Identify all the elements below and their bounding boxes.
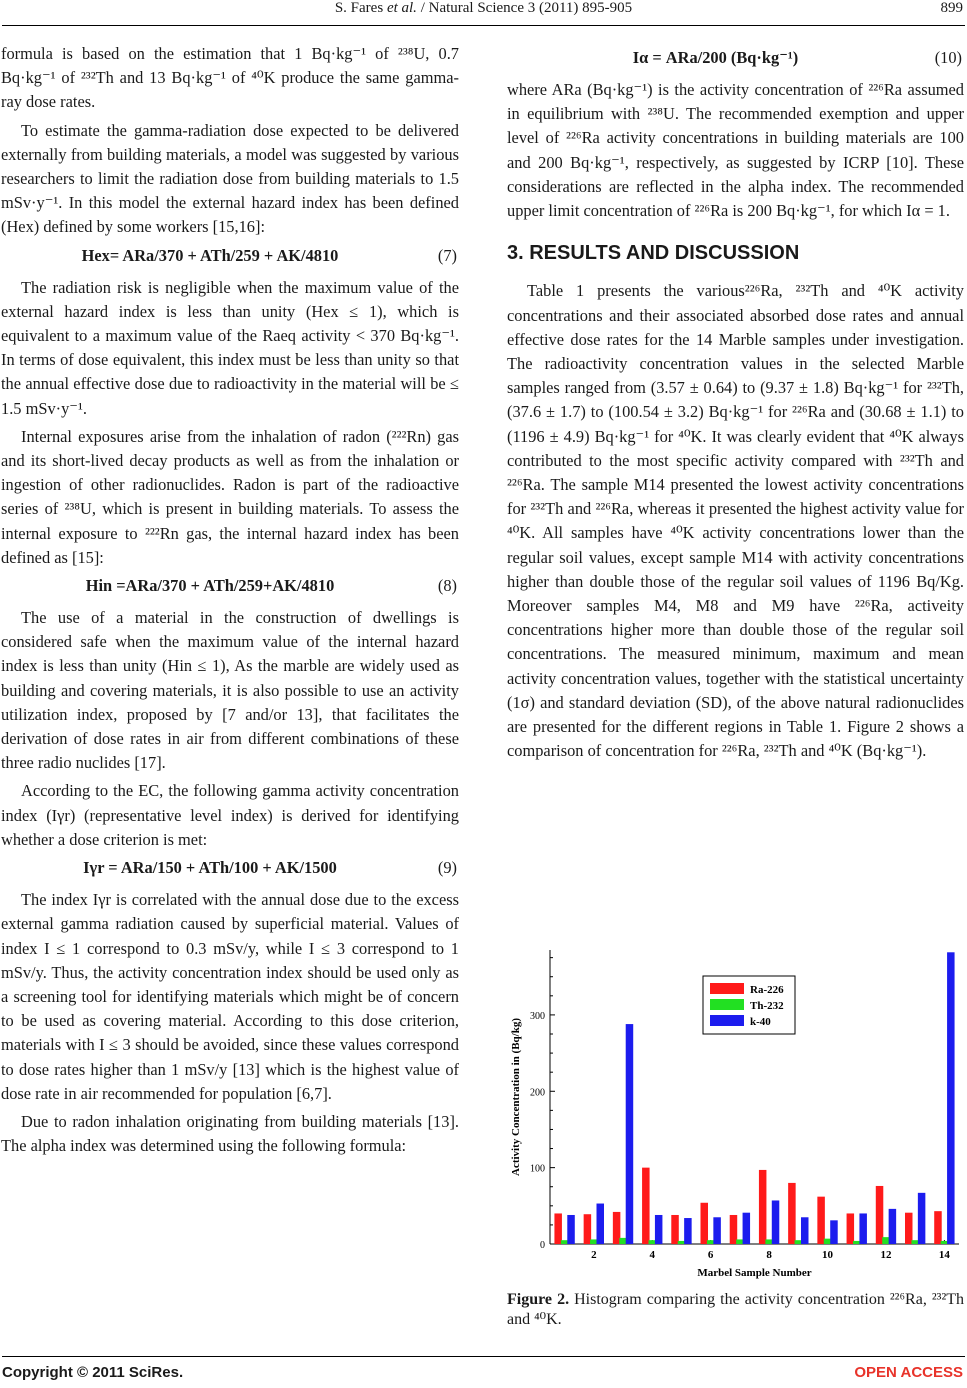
equation-10	[507, 46, 964, 70]
bar-k-40-sample-2	[596, 1204, 604, 1244]
bar-k-40-sample-7	[743, 1213, 751, 1244]
right-paragraph-2: Table 1 presents the various²²⁶Ra, ²³²Th and ⁴⁰K activity concentrations and their associated absorbed dose rates and annual effective dose rates for the 14 Marble samples under investigation. The radioactivity concentration values in the selected Marble samples ranged from (3.57 ± 0.64) to (9.37 ± 1.8) Bq·kg⁻¹ for ²³²Th, (37.6 ± 1.7) to (100.54 ± 3.2) Bq·kg⁻¹ for ²²⁶Ra and (30.68 ± 1.1) to (1196 ± 4.9) Bq·kg⁻¹ for ⁴⁰K. It was clearly evident that ⁴⁰K always contributed to the most specific activity compared with ²³²Th and ²²⁶Ra. The sample M14 presented the lowest activity concentrations for ²³²Th and ²²⁶Ra, whereas it presented the highest activity value for ⁴⁰K. All samples have ⁴⁰K activity concentrations lower than the regular soil values, except sample M14 with activity concentrations higher than double those of the regular soil values of 1196 Bq/Kg. Moreover samples M4, M8 and M9 have ²²⁶Ra, activeity concentrations higher more than double those of the regular soil concentrations. The measured minimum, maximum and mean activity concentration values, together with the statistical uncertainty (1σ) and standard deviation (SD), of the above natural radionuclides are presented for the different regions in Table 1. Figure 2 shows a comparison of concentration for ²²⁶Ra, ²³²Th and ⁴⁰K (Bq·kg⁻¹).	[507, 281, 964, 761]
left-paragraph-2: To estimate the gamma-radiation dose expected to be delivered externally from building materials, a model was suggested by various researchers to limit the radiation dose from building materials to 1.5 mSv·y⁻¹. In this model the external hazard index has been defined (Hex) defined by some workers [15,16]:	[1, 120, 459, 237]
y-tick-label: 200	[530, 1087, 545, 1099]
figure-2	[507, 944, 964, 1284]
bar-ra-226-sample-9	[788, 1183, 796, 1244]
bar-k-40-sample-11	[859, 1213, 867, 1244]
equation-10-body: Iα = ARa/200 (Bq·kg⁻¹)	[632, 48, 799, 67]
y-tick-label: 100	[530, 1163, 545, 1175]
bar-th-232-sample-5	[678, 1241, 686, 1244]
bar-th-232-sample-1	[561, 1240, 569, 1244]
page-header	[0, 0, 967, 24]
bar-th-232-sample-4	[649, 1240, 657, 1244]
bar-ra-226-sample-3	[613, 1212, 621, 1244]
header-divider	[2, 25, 965, 26]
bar-k-40-sample-13	[918, 1193, 926, 1244]
equation-8	[1, 574, 459, 598]
figure-caption	[507, 1290, 964, 1330]
legend-label-ra-226: Ra-226	[750, 984, 784, 996]
y-tick-label: 300	[530, 1010, 545, 1022]
y-tick-label: 0	[540, 1240, 545, 1251]
right-column	[507, 42, 964, 767]
bar-k-40-sample-3	[626, 1024, 634, 1244]
equation-7	[1, 244, 459, 268]
left-paragraph-5: The use of a material in the construction of dwellings is considered safe when the maximum value of the internal hazard index is less than unity (Hin ≤ 1), As the marble are widely used as building and covering materials, it is also possible to use an activity utilization index, proposed by [7 and/or 13], that facilitates the derivation of dose rates in air from different combinations of these three radio nuclides [17].	[1, 608, 459, 773]
equation-8-number: (8)	[437, 576, 457, 596]
copyright-notice: Copyright © 2011 SciRes.	[2, 1364, 184, 1381]
bar-k-40-sample-9	[801, 1217, 809, 1244]
caption-label: Figure 2.	[507, 1291, 570, 1308]
bar-th-232-sample-6	[707, 1240, 715, 1244]
footer-divider	[2, 1356, 965, 1357]
bar-th-232-sample-13	[911, 1240, 919, 1244]
bar-ra-226-sample-4	[642, 1168, 650, 1244]
chart-legend	[703, 976, 795, 1034]
bar-ra-226-sample-1	[554, 1213, 562, 1244]
x-axis-label: Marbel Sample Number	[697, 1267, 812, 1279]
bar-k-40-sample-10	[830, 1220, 838, 1244]
bar-ra-226-sample-14	[934, 1211, 942, 1244]
bar-k-40-sample-4	[655, 1215, 663, 1244]
caption-text: Histogram comparing the activity concentration ²²⁶Ra, ²³²Th and ⁴⁰K.	[507, 1291, 965, 1328]
legend-swatch-k-40	[710, 1015, 744, 1026]
bar-ra-226-sample-12	[876, 1186, 884, 1244]
bar-ra-226-sample-8	[759, 1170, 767, 1244]
equation-7-number: (7)	[437, 245, 457, 265]
bar-ra-226-sample-13	[905, 1213, 913, 1244]
running-header	[0, 0, 967, 17]
bar-th-232-sample-8	[765, 1239, 773, 1244]
bar-th-232-sample-9	[795, 1240, 803, 1244]
right-paragraph-1: where ARa (Bq·kg⁻¹) is the activity concentration of ²²⁶Ra assumed in equilibrium with ²³⁸U. The recommended exemption and upper level of ²²⁶Ra activity concentrations in building materials are 100 and 200 Bq·kg⁻¹, respectively, as suggested by ICRP [10]. These considerations are reflected in the alpha index. The recommended upper limit concentration of ²²⁶Ra is 200 Bq·kg⁻¹, for which Iα = 1.	[507, 80, 964, 221]
left-paragraph-1: formula is based on the estimation that 1 Bq·kg⁻¹ of ²³⁸U, 0.7 Bq·kg⁻¹ of ²³²Th and 13 Bq·kg⁻¹ of ⁴⁰K produce the same gamma-ray dose rates.	[1, 44, 459, 112]
equation-8-body: Hin =ARa/370 + ATh/259+AK/4810	[85, 576, 335, 596]
bar-th-232-sample-14	[941, 1241, 949, 1244]
bar-th-232-sample-7	[736, 1239, 744, 1244]
bar-k-40-sample-12	[889, 1209, 897, 1244]
bar-th-232-sample-2	[590, 1239, 598, 1244]
legend-swatch-th-232	[710, 999, 744, 1010]
bar-th-232-sample-12	[882, 1237, 890, 1244]
header-journal: / Natural Science 3 (2011) 895-905	[420, 0, 633, 16]
x-tick-label: 6	[707, 1249, 714, 1261]
equation-9-number: (9)	[437, 858, 457, 878]
x-tick-label: 10	[822, 1249, 834, 1261]
bar-th-232-sample-10	[824, 1239, 832, 1244]
x-tick-label: 4	[649, 1249, 655, 1261]
legend-swatch-ra-226	[710, 983, 744, 994]
left-paragraph-4: Internal exposures arise from the inhalation of radon (²²²Rn) gas and its short-lived decay products as well as from the inhalation or ingestion of other radionuclides. Radon is part of the radioactive series of ²³⁸U, which is present in building materials. To assess the internal exposure to ²²²Rn gas, the internal hazard index has been defined as [15]:	[1, 426, 459, 567]
bar-ra-226-sample-11	[847, 1213, 855, 1244]
left-paragraph-7: The index Iγr is correlated with the annual dose due to the excess external gamma radiation caused by superficial material. Values of index I ≤ 1 correspond to 0.3 mSv/y, while I ≤ 3 correspond to 1 mSv/y. Thus, the activity concentration index should be used only as a screening tool for identifying materials which might be of concern to be used as covering material. According to this dose criterion, materials with I ≤ 3 should be avoided, since these values correspond to dose rates higher than 1 mSv/y [13] which is the highest value of dose rate in air recommended for population [6,7].	[1, 890, 459, 1103]
equation-9	[1, 856, 459, 880]
header-et-al: et al.	[386, 0, 417, 16]
bar-k-40-sample-5	[684, 1218, 692, 1244]
bar-k-40-sample-8	[772, 1200, 780, 1244]
histogram-chart	[507, 944, 964, 1284]
open-access-label: OPEN ACCESS	[854, 1364, 963, 1381]
left-paragraph-8: Due to radon inhalation originating from building materials [13]. The alpha index was determined using the following formula:	[1, 1111, 459, 1156]
legend-label-th-232: Th-232	[750, 1000, 784, 1012]
x-tick-label: 14	[938, 1249, 950, 1261]
left-paragraph-3: The radiation risk is negligible when the maximum value of the external hazard index is less than unity (Hex ≤ 1), which is equivalent to a maximum value of the Raeq activity < 370 Bq·kg⁻¹. In terms of dose equivalent, this index must be less than unity so that the annual effective dose due to radioactivity in the material will be ≤ 1.5 mSv·y⁻¹.	[1, 277, 459, 418]
equation-10-number: (10)	[934, 48, 962, 67]
bar-k-40-sample-14	[947, 952, 955, 1244]
left-column	[1, 42, 459, 1162]
x-tick-label: 12	[880, 1249, 892, 1261]
bar-ra-226-sample-10	[817, 1197, 825, 1244]
y-axis-label: Activity Concentration in (Bq/kg)	[510, 1018, 522, 1176]
page-number: 899	[940, 0, 963, 16]
bar-k-40-sample-6	[713, 1217, 721, 1244]
x-tick-label: 2	[591, 1249, 597, 1261]
bar-th-232-sample-11	[853, 1241, 861, 1244]
left-paragraph-6: According to the EC, the following gamma activity concentration index (Iγr) (representative level index) is derived for identifying whether a dose criterion is met:	[1, 781, 459, 849]
bar-ra-226-sample-6	[701, 1203, 709, 1244]
bar-ra-226-sample-2	[584, 1214, 592, 1244]
legend-label-k-40: k-40	[750, 1016, 771, 1028]
equation-9-body: Iγr = ARa/150 + ATh/100 + AK/1500	[83, 858, 337, 878]
bar-k-40-sample-1	[567, 1215, 575, 1244]
x-tick-label: 8	[766, 1249, 772, 1261]
header-authors: S. Fares	[334, 0, 384, 16]
section-title: 3. RESULTS AND DISCUSSION	[507, 242, 800, 265]
equation-7-body: Hex= ARa/370 + ATh/259 + AK/4810	[81, 245, 339, 265]
bar-ra-226-sample-5	[671, 1215, 679, 1244]
bar-ra-226-sample-7	[730, 1215, 738, 1244]
bar-th-232-sample-3	[619, 1238, 627, 1244]
